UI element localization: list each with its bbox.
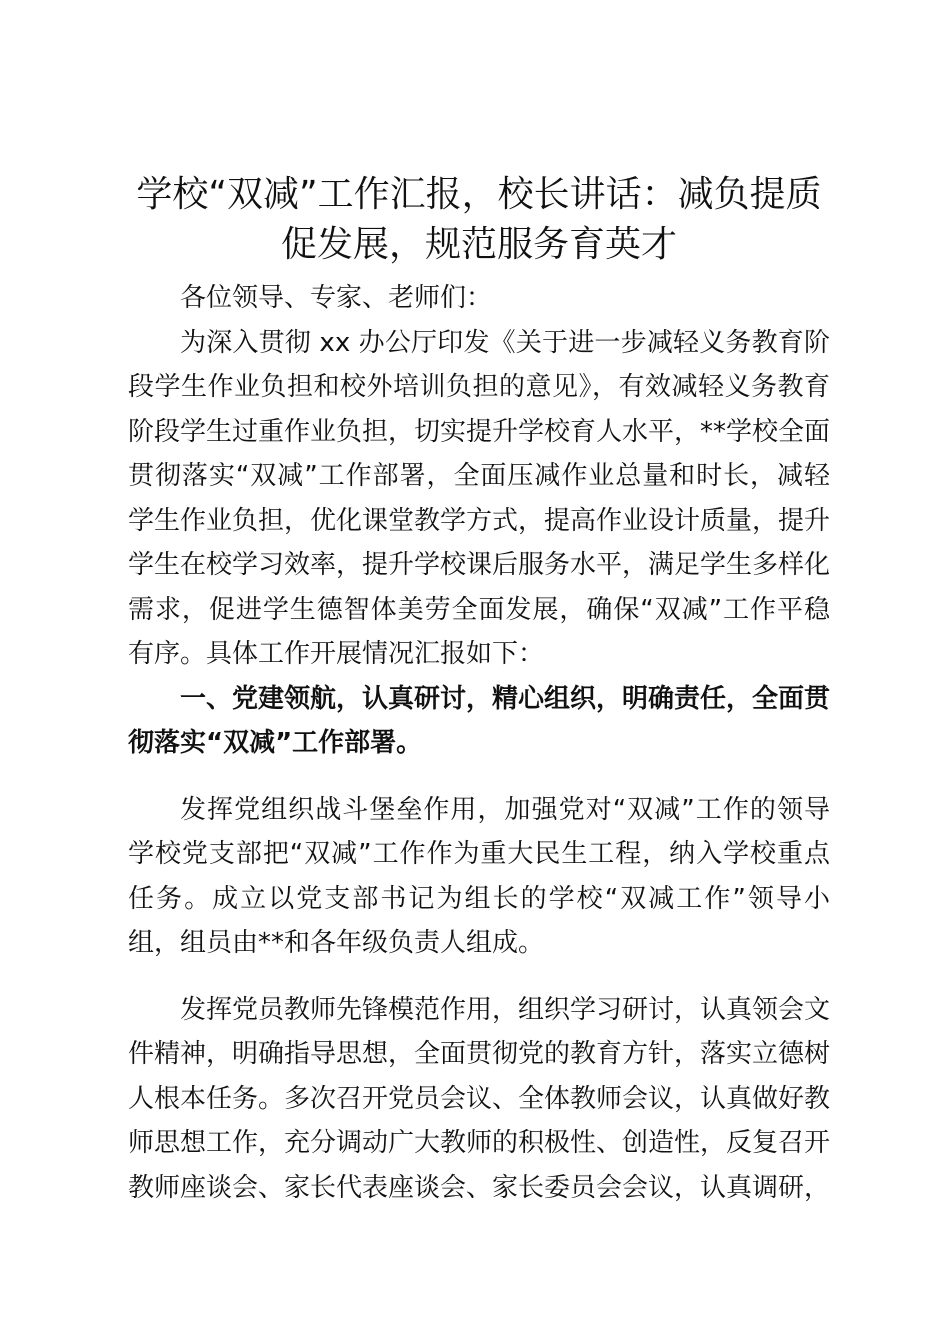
document-title bbox=[128, 170, 830, 270]
body-paragraph-party-members: 发挥党员教师先锋模范作用，组织学习研讨，认真领会文件精神，明确指导思想，全面贯彻党的教育方针，落实立德树人根本任务。多次召开党员会议、全体教师会议，认真做好教师思想工作，充分调动广大教师的积极性、创造性，反复召开教师座谈会、家长代表座谈会、家长委员会会议，认真调研， bbox=[128, 994, 831, 1203]
intro-paragraph: 为深入贯彻 xx 办公厅印发《关于进一步减轻义务教育阶段学生作业负担和校外培训负担的意见》，有效减轻义务教育阶段学生过重作业负担，切实提升学校育人水平，**学校全面贯彻落实“双减”工作部署，全面压减作业总量和时长，减轻学生作业负担，优化课堂教学方式，提高作业设计质量，提升学生在校学习效率，提升学校课后服务水平，满足学生多样化需求，促进学生德智体美劳全面发展，确保“双减”工作平稳有序。具体工作开展情况汇报如下： bbox=[128, 327, 831, 669]
body-paragraph-party-leadership: 发挥党组织战斗堡垒作用，加强党对“双减”工作的领导学校党支部把“双减”工作作为重大民生工程，纳入学校重点任务。成立以党支部书记为组长的学校“双减工作”领导小组，组员由**和各年级负责人组成。 bbox=[128, 794, 830, 958]
section-heading-1: 一、党建领航，认真研讨，精心组织，明确责任，全面贯彻落实“双减”工作部署。 bbox=[128, 683, 831, 758]
salutation: 各位领导、专家、老师们： bbox=[180, 283, 493, 313]
document-page bbox=[128, 170, 830, 1210]
title-line-1: 学校“双减”工作汇报，校长讲话：减负提质 bbox=[136, 174, 822, 215]
title-line-2: 促发展，规范服务育英才 bbox=[280, 224, 677, 265]
